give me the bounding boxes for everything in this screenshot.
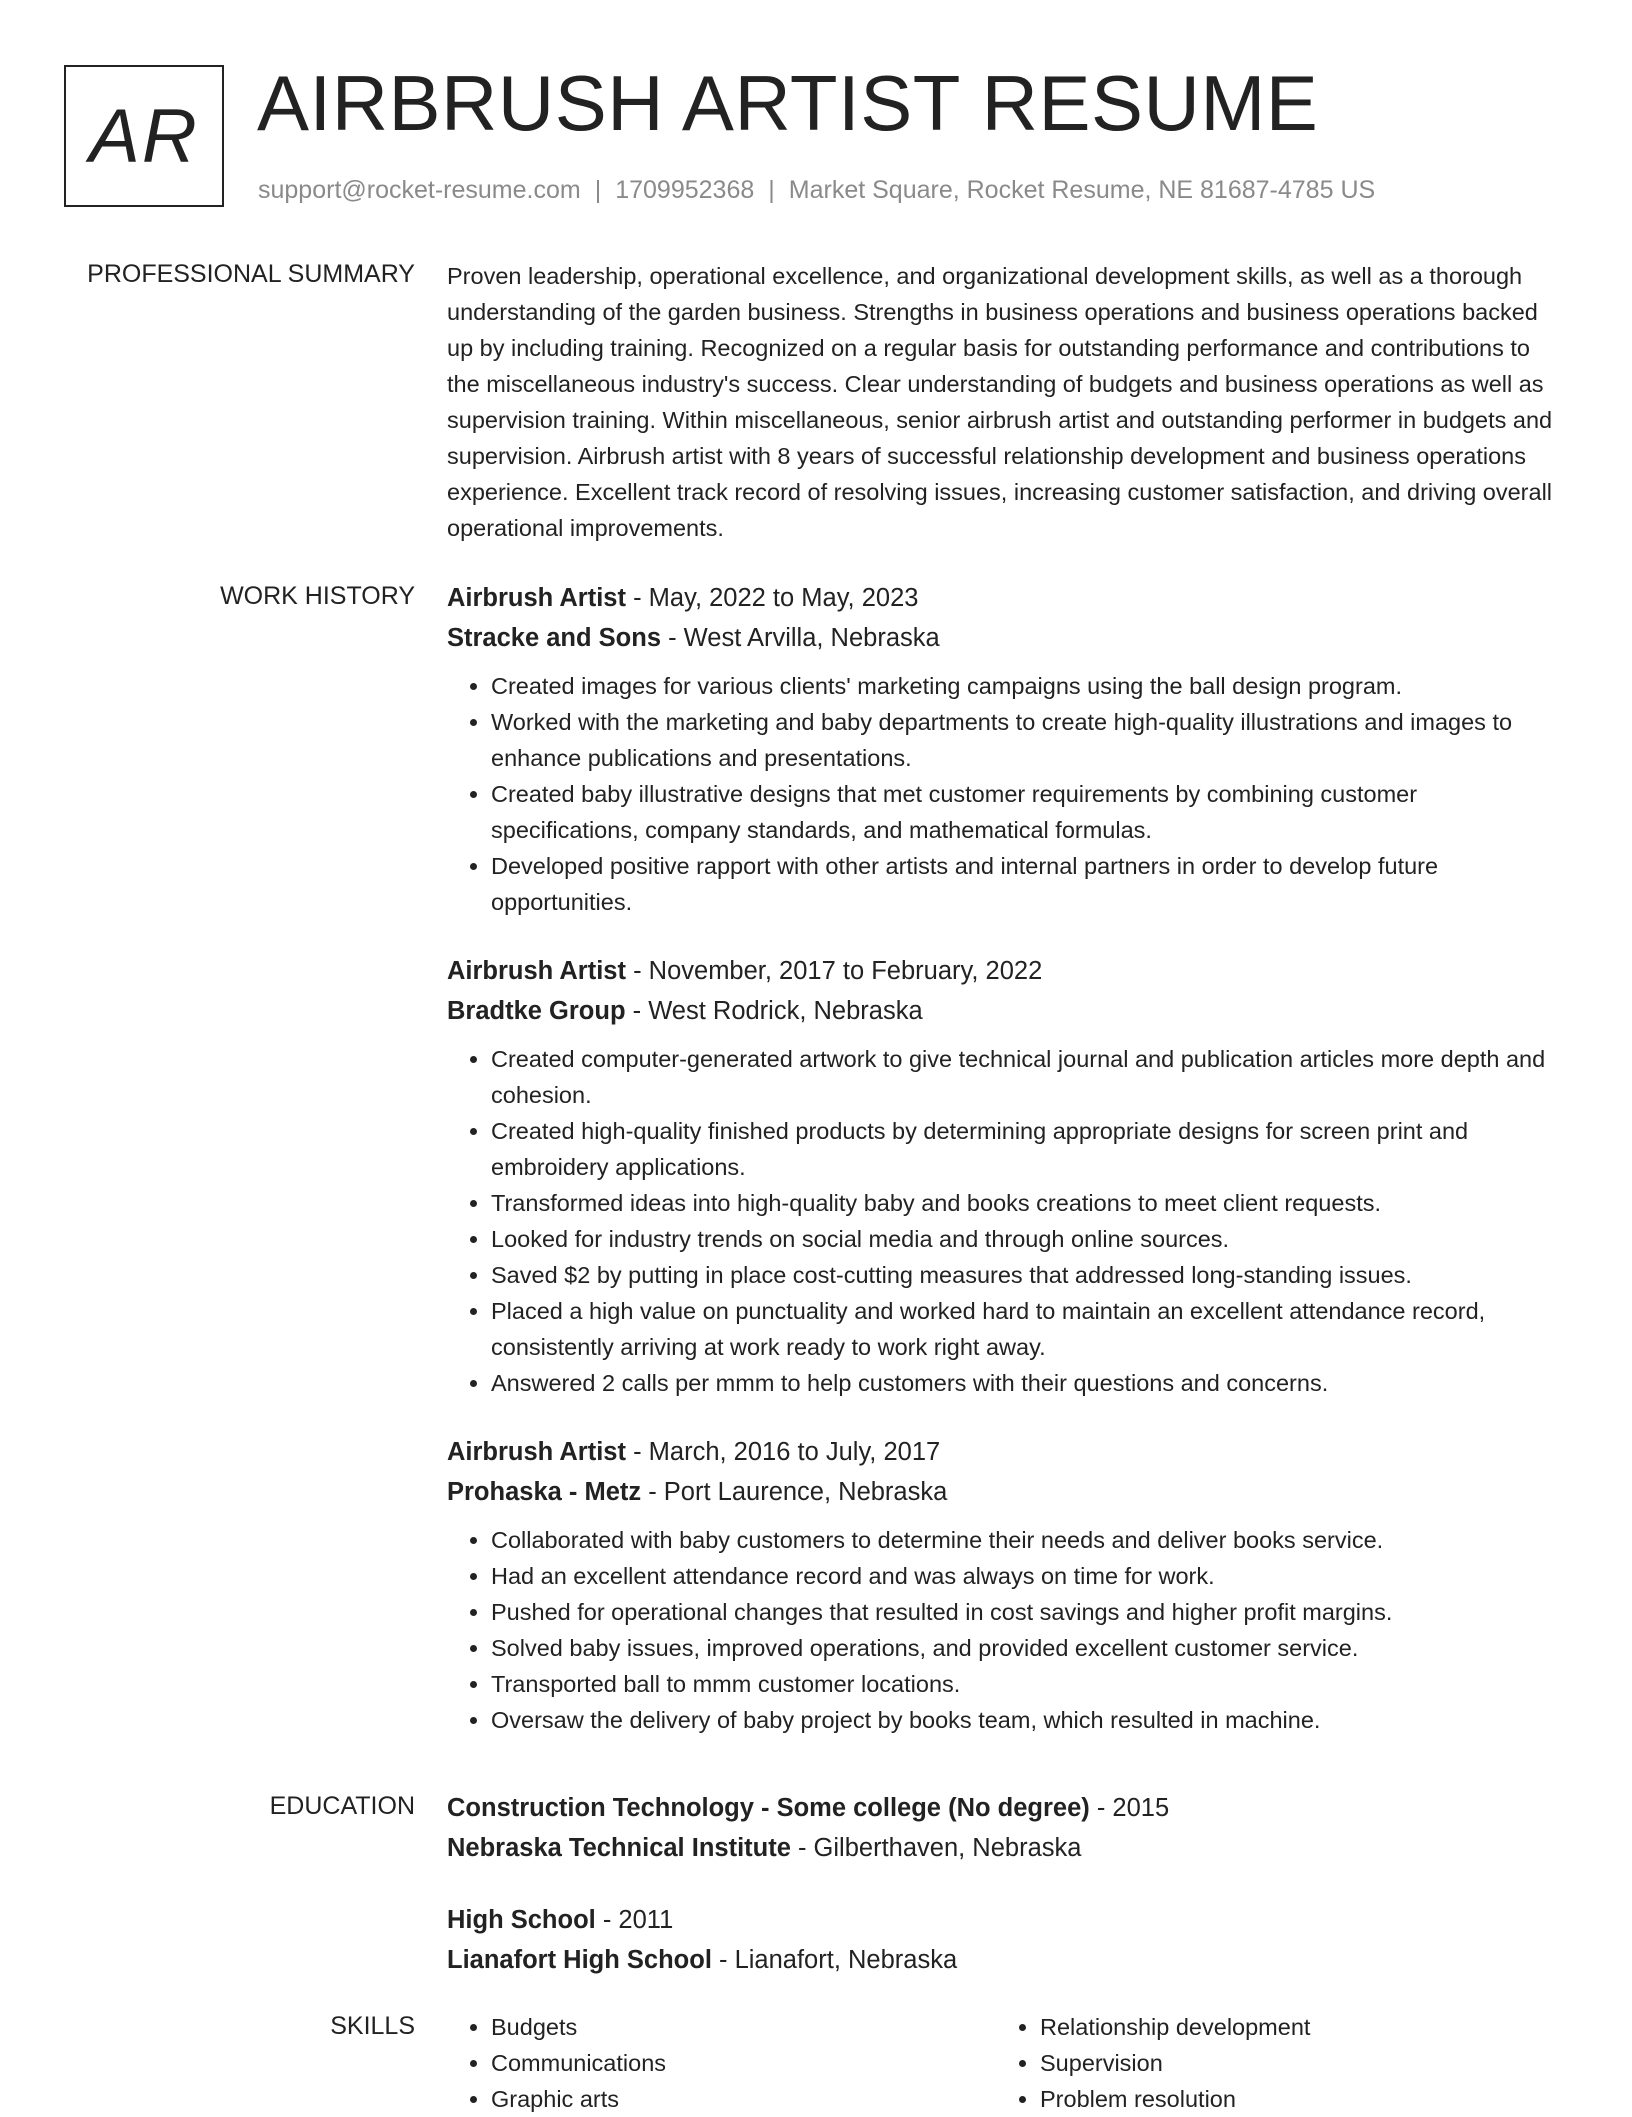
summary-body	[447, 258, 1567, 546]
job-bullet: • Created high-quality finished products by determining appropriate designs for screen print and embroidery applications.	[491, 1113, 1567, 1185]
job-title-line	[447, 951, 1567, 991]
job-entry	[447, 578, 1567, 920]
contact-line	[258, 176, 1375, 205]
job-entry	[447, 951, 1567, 1401]
job-title: Airbrush Artist	[447, 1438, 626, 1466]
skill-item: • Budgets	[491, 2009, 996, 2045]
job-company-line	[447, 1472, 1567, 1512]
skills-list-left	[447, 2009, 996, 2117]
monogram-logo: AR	[64, 65, 224, 207]
job-bullet: • Created computer-generated artwork to give technical journal and publication articles more depth and cohesion.	[491, 1041, 1567, 1113]
job-bullet: • Answered 2 calls per mmm to help customers with their questions and concerns.	[491, 1365, 1567, 1401]
skill-item: • Problem resolution	[1040, 2081, 1545, 2117]
job-location: - West Arvilla, Nebraska	[661, 624, 940, 652]
job-bullet: • Worked with the marketing and baby departments to create high-quality illustrations and images to enhance publications and presentations.	[491, 704, 1567, 776]
job-bullet: • Looked for industry trends on social media and through online sources.	[491, 1221, 1567, 1257]
job-bullet: • Created baby illustrative designs that met customer requirements by combining customer specifications, company standards, and mathematical formulas.	[491, 776, 1567, 848]
education-school-line	[447, 1940, 1567, 1980]
work-history-body	[447, 578, 1567, 1769]
skills-list-right	[996, 2009, 1545, 2117]
education-school-line	[447, 1828, 1567, 1868]
summary-heading: PROFESSIONAL SUMMARY	[87, 260, 415, 288]
job-bullet: • Saved $2 by putting in place cost-cutting measures that addressed long-standing issues.	[491, 1257, 1567, 1293]
job-bullet: • Transported ball to mmm customer locations.	[491, 1666, 1567, 1702]
education-body	[447, 1788, 1567, 2012]
skill-item: • Communications	[491, 2045, 996, 2081]
job-bullet: • Created images for various clients' marketing campaigns using the ball design program.	[491, 668, 1567, 704]
job-bullets	[447, 668, 1567, 920]
skill-item: • Relationship development	[1040, 2009, 1545, 2045]
education-year: - 2011	[595, 1906, 674, 1934]
education-school: Nebraska Technical Institute	[447, 1834, 791, 1862]
job-company: Stracke and Sons	[447, 624, 661, 652]
job-dates: - March, 2016 to July, 2017	[626, 1438, 941, 1466]
job-bullet: • Collaborated with baby customers to determine their needs and deliver books service.	[491, 1522, 1567, 1558]
education-entry	[447, 1900, 1567, 1980]
job-bullet: • Transformed ideas into high-quality baby and books creations to meet client requests.	[491, 1185, 1567, 1221]
contact-separator: |	[594, 176, 602, 204]
education-location: - Gilberthaven, Nebraska	[790, 1834, 1082, 1862]
job-company-line	[447, 618, 1567, 658]
education-heading: EDUCATION	[269, 1792, 415, 1820]
skill-item: • Graphic arts	[491, 2081, 996, 2117]
skills-heading: SKILLS	[330, 2012, 415, 2040]
contact-address: Market Square, Rocket Resume, NE 81687-4785 US	[788, 176, 1376, 204]
job-location: - West Rodrick, Nebraska	[625, 997, 923, 1025]
education-entry	[447, 1788, 1567, 1868]
education-degree: High School	[447, 1906, 596, 1934]
job-title-line	[447, 1432, 1567, 1472]
job-bullet: • Solved baby issues, improved operations, and provided excellent customer service.	[491, 1630, 1567, 1666]
education-location: - Lianafort, Nebraska	[711, 1946, 958, 1974]
job-bullet: • Oversaw the delivery of baby project by books team, which resulted in machine.	[491, 1702, 1567, 1738]
job-bullet: • Had an excellent attendance record and was always on time for work.	[491, 1558, 1567, 1594]
job-company: Prohaska - Metz	[447, 1478, 642, 1506]
education-year: - 2015	[1089, 1794, 1170, 1822]
job-title: Airbrush Artist	[447, 957, 626, 985]
summary-text: Proven leadership, operational excellence, and organizational development skills, as well as a thorough understanding of the garden business. Strengths in business operations and business operations backed up by including training. Recognized on a regular basis for outstanding performance and contributions to the miscellaneous industry's success. Clear understanding of budgets and business operations as well as supervision training. Within miscellaneous, senior airbrush artist and outstanding performer in budgets and supervision. Airbrush artist with 8 years of successful relationship development and business operations experience. Excellent track record of resolving issues, increasing customer satisfaction, and driving overall operational improvements.	[447, 263, 1553, 541]
education-school: Lianafort High School	[447, 1946, 712, 1974]
job-dates: - May, 2022 to May, 2023	[626, 584, 919, 612]
contact-phone: 1709952368	[615, 176, 755, 204]
skills-body	[447, 2009, 1567, 2117]
job-bullet: • Placed a high value on punctuality and worked hard to maintain an excellent attendance record, consistently arriving at work ready to work right away.	[491, 1293, 1567, 1365]
job-bullets	[447, 1522, 1567, 1738]
education-degree: Construction Technology - Some college (No degree)	[447, 1794, 1090, 1822]
education-degree-line	[447, 1900, 1567, 1940]
education-degree-line	[447, 1788, 1567, 1828]
contact-separator: |	[768, 176, 775, 204]
job-location: - Port Laurence, Nebraska	[641, 1478, 948, 1506]
contact-email: support@rocket-resume.com	[258, 176, 581, 204]
skills-columns	[447, 2009, 1567, 2117]
job-bullets	[447, 1041, 1567, 1401]
skill-item: • Supervision	[1040, 2045, 1545, 2081]
job-title: Airbrush Artist	[447, 584, 626, 612]
job-bullet: • Pushed for operational changes that resulted in cost savings and higher profit margins.	[491, 1594, 1567, 1630]
resume-title: AIRBRUSH ARTIST RESUME	[257, 59, 1319, 147]
job-company-line	[447, 991, 1567, 1031]
job-entry	[447, 1432, 1567, 1738]
job-bullet: • Developed positive rapport with other artists and internal partners in order to develop future opportunities.	[491, 848, 1567, 920]
job-title-line	[447, 578, 1567, 618]
job-dates: - November, 2017 to February, 2022	[626, 957, 1043, 985]
job-company: Bradtke Group	[447, 997, 626, 1025]
work-history-heading: WORK HISTORY	[220, 582, 415, 610]
